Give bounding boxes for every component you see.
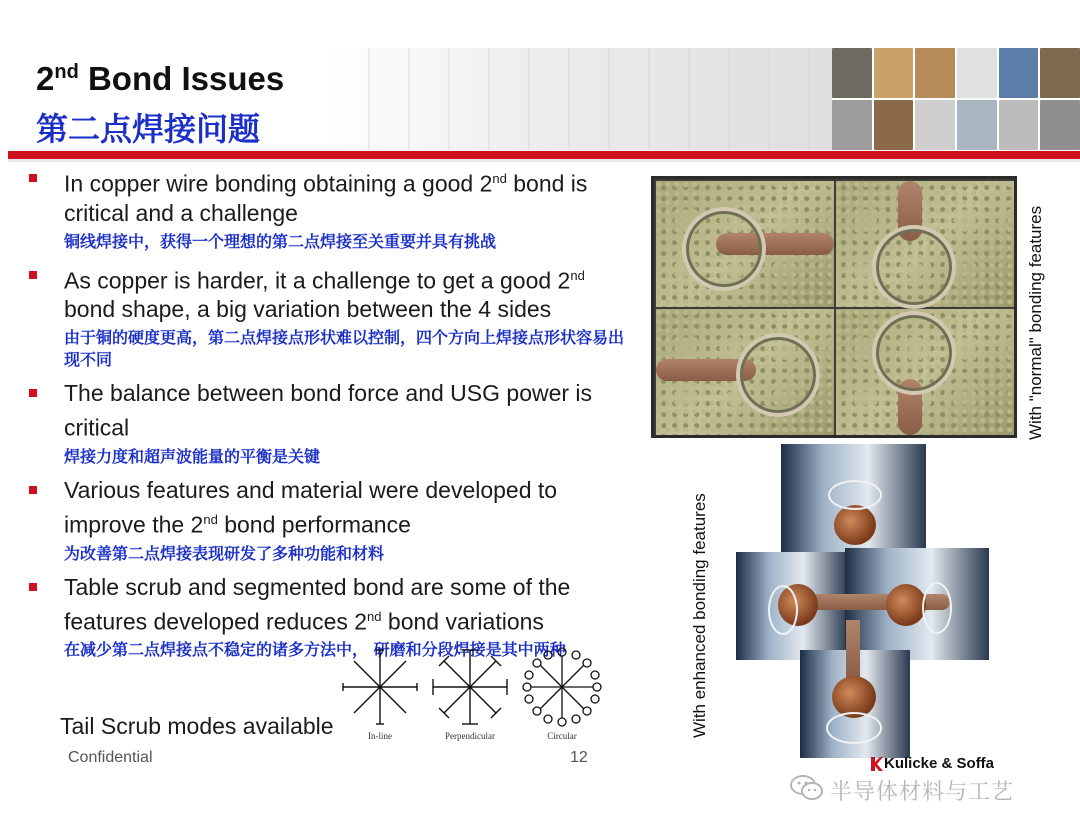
bullet-marker [29,486,37,494]
company-logo: Kulicke & Soffa [884,755,995,772]
bond-loop [828,480,882,510]
bond-ring [682,207,766,291]
bond-photo-quadrant [836,309,1014,435]
bond-loop [768,585,798,635]
bullet-text-chinese: 铜线焊接中，获得一个理想的第二点焊接至关重要并具有挑战 [64,231,497,251]
bullet-item [26,476,636,565]
page-title-chinese: 第二点焊接问题 [36,110,261,148]
normal-bonding-caption: With "normal" bonding features [1026,205,1045,440]
watermark: 半导体材料与工艺 [830,780,1015,805]
wire-segment [846,620,860,680]
bullet-list [26,164,636,669]
bullet-text: The balance between bond force and USG power is critical [64,380,593,441]
bullet-text-chinese: 为改善第二点焊接表现研发了多种功能和材料 [64,543,385,563]
circular-scrub-diagram [520,644,604,730]
bullet-text-chinese: 在减少第二点焊接点不稳定的诸多方法中， 研磨和分段焊接是其中两种 [64,640,566,660]
tail-scrub-label: Tail Scrub modes available [60,713,334,739]
wechat-icon [790,774,824,802]
bond-ball [834,505,876,545]
bond-ring [872,311,956,395]
bullet-item [26,261,636,372]
enhanced-bonding-caption: With enhanced bonding features [690,493,709,738]
bullet-marker [29,174,37,182]
inline-scrub-diagram [340,644,420,730]
bond-photo-quadrant [656,181,834,307]
perpendicular-scrub-diagram [430,644,510,730]
kns-logo-icon [871,757,883,771]
bond-ring [736,333,820,417]
bond-photo-quadrant [656,309,834,435]
perpendicular-caption: Perpendicular [445,731,495,741]
bullet-marker [29,583,37,591]
confidential-label: Confidential [68,749,153,766]
bullet-marker [29,389,37,397]
bond-photo-quadrant [836,181,1014,307]
bullet-text-chinese: 由于铜的硬度更高，第二点焊接点形状难以控制，四个方向上焊接点形状容易出现不同 [64,328,625,370]
circular-caption: Circular [547,731,577,741]
bullet-text: Table scrub and segmented bond are some of the features developed reduces 2nd bond variations [64,573,571,635]
header-image-collage [832,48,1080,150]
bond-loop [826,712,882,744]
bond-ball [886,584,926,626]
page-number: 12 [570,749,588,766]
normal-bonding-photo [651,176,1017,438]
title-divider [8,151,1080,162]
bond-loop [922,582,952,634]
bullet-text: Various features and material were developed to improve the 2nd bond performance [64,476,558,538]
bullet-marker [29,271,37,279]
inline-caption: In-line [368,731,392,741]
bond-ring [872,225,956,309]
page-title: 2nd Bond Issues [36,60,285,97]
bullet-item [26,164,636,253]
bullet-item [26,379,636,468]
bullet-text: As copper is harder, it a challenge to get a good 2nd bond shape, a big variation between the 4 sides [64,267,585,323]
bullet-text: In copper wire bonding obtaining a good 2nd bond is critical and a challenge [64,170,588,226]
bullet-text-chinese: 焊接力度和超声波能量的平衡是关键 [64,446,321,466]
